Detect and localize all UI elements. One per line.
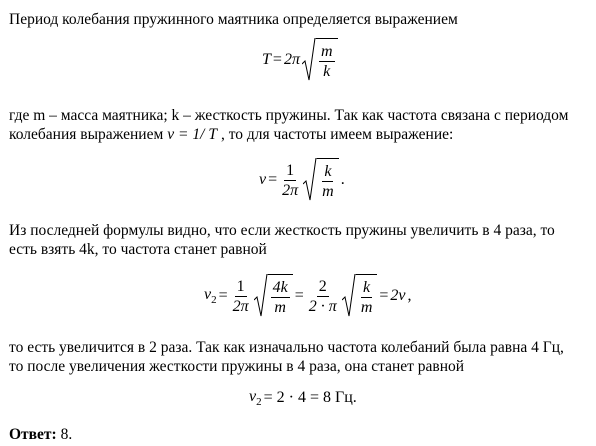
fraction-numerator: k [324, 163, 332, 180]
radical-sign-icon [342, 274, 356, 318]
square-root [342, 274, 378, 318]
fraction-denominator: k [323, 63, 331, 80]
frequency-relation-line [9, 125, 593, 144]
answer-line [9, 425, 593, 444]
fraction-denominator: 2π [282, 181, 299, 199]
two-pi: 2π [283, 51, 300, 68]
four-k-over-mass [271, 279, 290, 316]
square-root [254, 274, 293, 318]
fraction-denominator: 2 · π [308, 297, 337, 315]
fraction-numerator: 1 [236, 277, 245, 295]
period-formula [262, 38, 338, 82]
fraction-denominator: 2π [232, 297, 249, 315]
new-frequency-formula [204, 274, 412, 318]
answer-value: 8. [60, 426, 73, 443]
mass-over-stiffness [319, 43, 335, 80]
fraction-numerator: 4k [272, 279, 288, 296]
nu2-symbol: $\nu_2$ [204, 286, 217, 306]
fraction-numerator: 2 [318, 277, 327, 295]
square-root [303, 158, 339, 202]
radical-sign-icon [254, 274, 268, 318]
relation-text-after: , то для частоты имеем выражение: [220, 126, 454, 143]
two-nu: 2ν [390, 287, 406, 304]
nu-symbol: ν [259, 171, 267, 188]
definitions-text: где m – масса маятника; k – жесткость пружины. Так как частота связана с периодом [9, 107, 569, 124]
two-over-two-pi [307, 278, 339, 315]
formula-period: . [340, 171, 345, 188]
formula-comma: , [407, 287, 412, 304]
radical-sign-icon [302, 38, 316, 82]
result-formula [249, 388, 357, 408]
fraction-denominator: m [322, 183, 334, 200]
fraction-numerator: 1 [286, 161, 295, 179]
equals-sign: = [379, 287, 389, 304]
square-root [302, 38, 338, 82]
fraction-denominator: m [360, 299, 373, 316]
result-expression: = 2 · 4 = 8 Гц. [263, 389, 357, 406]
intro-text: Период колебания пружинного маятника определяется выражением [9, 11, 458, 28]
equals-sign: = [268, 171, 278, 188]
stiffness-increase-text-2: есть взять 4k, то частота станет равной [9, 241, 267, 258]
nu2-symbol: $\nu_2$ [249, 388, 262, 408]
radical-sign-icon [303, 158, 317, 202]
frequency-formula [259, 158, 345, 202]
equals-sign: = [218, 287, 228, 304]
fraction-numerator: k [363, 279, 371, 296]
one-over-two-pi [231, 278, 251, 315]
stiffness-over-mass [359, 279, 375, 316]
fraction-numerator: m [320, 43, 333, 60]
conclusion-text: то есть увеличится в 2 раза. Так как изначально частота колебаний была равна 4 Гц, [9, 339, 564, 356]
one-over-two-pi [280, 162, 300, 199]
equals-sign: = [294, 287, 304, 304]
fraction-denominator: m [274, 299, 286, 316]
relation-text-before: колебания выражением [9, 126, 164, 143]
period-symbol: T [262, 51, 271, 68]
stiffness-over-mass [320, 163, 336, 200]
nu-inline-formula: ν = 1/ T [167, 126, 217, 143]
stiffness-increase-text: Из последней формулы видно, что если жесткость пружины увеличить в 4 раза, то [9, 222, 555, 239]
equals-sign: = [272, 51, 282, 68]
conclusion-text-2: то после увеличения жесткости пружины в 4 раза, она станет равной [9, 358, 465, 375]
answer-label: Ответ: [9, 426, 57, 443]
